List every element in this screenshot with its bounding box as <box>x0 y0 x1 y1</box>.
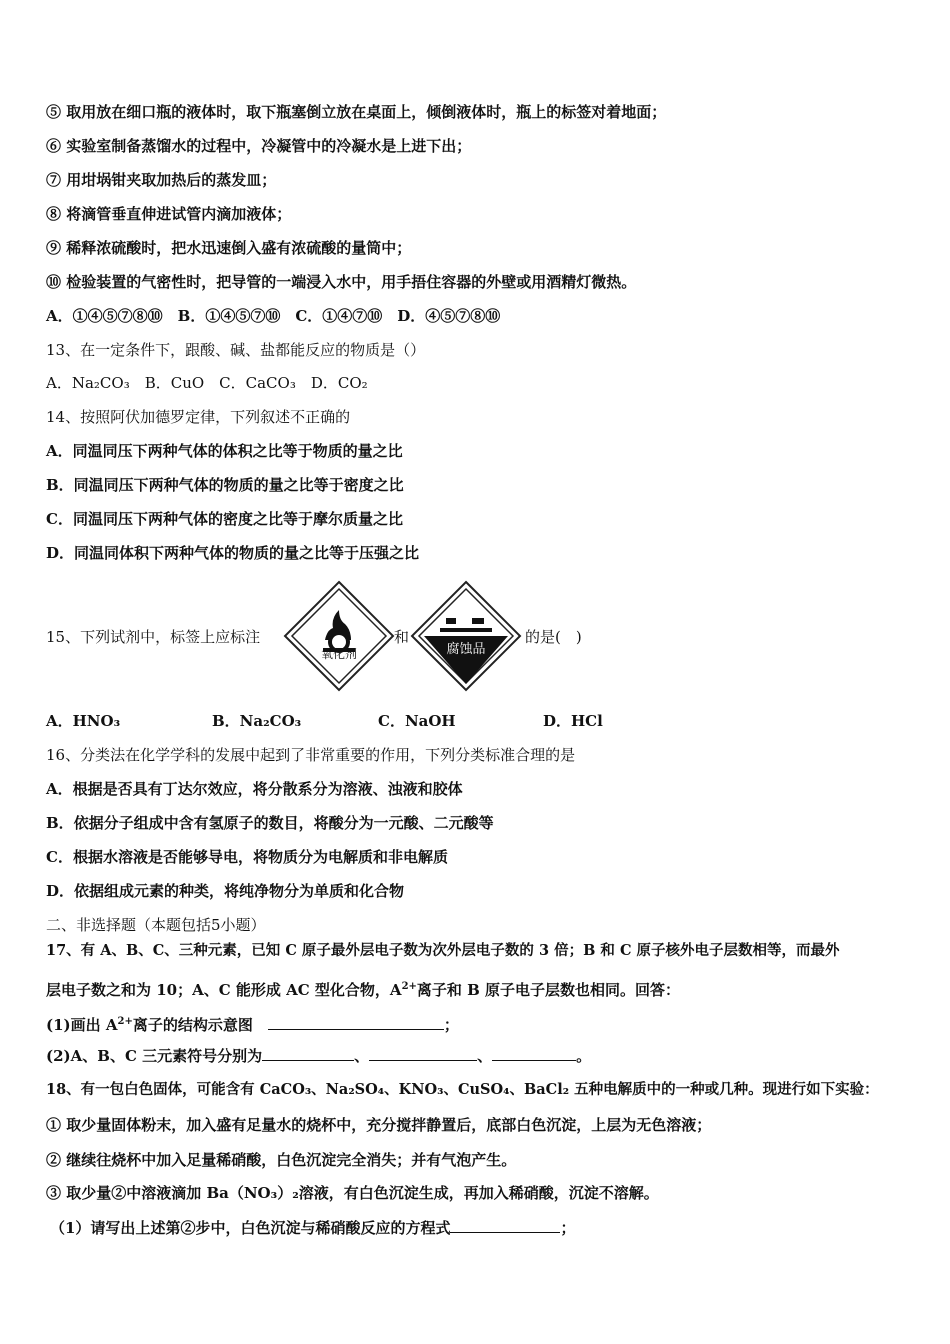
q15-option-c: C．NaOH <box>378 712 456 730</box>
q13-options: A．Na₂CO₃ B．CuO C．CaCO₃ D．CO₂ <box>46 374 368 392</box>
q14-stem: 14、按照阿伏加德罗定律，下列叙述不正确的 <box>46 408 351 426</box>
item-10: ⑩ 检验装置的气密性时，把导管的一端浸入水中，用手捂住容器的外壁或用酒精灯微热。 <box>46 273 637 291</box>
q13-stem: 13、在一定条件下，跟酸、碱、盐都能反应的物质是（） <box>46 341 426 359</box>
q17-sep: 、 <box>477 1047 493 1065</box>
q14-option-c: C．同温同压下两种气体的密度之比等于摩尔质量之比 <box>46 510 403 528</box>
q15-option-d: D．HCl <box>543 712 603 730</box>
corrosive-label: 腐蚀品 <box>446 642 486 657</box>
q17-part1-sup: 2+ <box>117 1016 133 1027</box>
q15-prefix: 15、下列试剂中，标签上应标注 <box>46 628 261 646</box>
q15-option-b: B．Na₂CO₃ <box>212 712 302 730</box>
q17-line1: 17、有 A、B、C、三种元素，已知 C 原子最外层电子数为次外层电子数的 3 倍；B 和 C 原子核外电子层数相等，而最外 <box>46 942 840 959</box>
q17-part1-a: (1)画出 A <box>46 1016 118 1034</box>
q18-part1-text: （1）请写出上述第②步中，白色沉淀与稀硝酸反应的方程式 <box>50 1219 451 1237</box>
oxidizer-sign-icon <box>283 580 395 692</box>
answer-blank[interactable] <box>450 1218 560 1233</box>
corrosive-sign-icon <box>410 580 522 692</box>
q15-option-a: A．HNO₃ <box>46 712 121 730</box>
q17-part1 <box>46 1012 459 1035</box>
q18-line1: 18、有一包白色固体，可能含有 CaCO₃、Na₂SO₄、KNO₃、CuSO₄、BaCl₂ 五种电解质中的一种或几种。现进行如下实验： <box>46 1081 879 1098</box>
q17-line2-a: 层电子数之和为 10；A、C 能形成 AC 型化合物，A <box>46 981 402 999</box>
item-9: ⑨ 稀释浓硫酸时，把水迅速倒入盛有浓硫酸的量筒中； <box>46 239 412 257</box>
answer-blank[interactable] <box>268 1015 444 1030</box>
answer-blank[interactable] <box>492 1046 576 1061</box>
q18-part1-end: ； <box>560 1219 576 1237</box>
q17-line2-sup: 2+ <box>401 981 417 992</box>
answer-blank[interactable] <box>262 1046 354 1061</box>
q12-options: A．①④⑤⑦⑧⑩ B．①④⑤⑦⑩ C．①④⑦⑩ D．④⑤⑦⑧⑩ <box>46 307 501 325</box>
q17-part2 <box>46 1046 591 1066</box>
q16-option-b: B．依据分子组成中含有氢原子的数目，将酸分为一元酸、二元酸等 <box>46 814 494 832</box>
item-7: ⑦ 用坩埚钳夹取加热后的蒸发皿； <box>46 171 277 189</box>
q14-option-b: B．同温同压下两种气体的物质的量之比等于密度之比 <box>46 476 404 494</box>
item-8: ⑧ 将滴管垂直伸进试管内滴加液体； <box>46 205 292 223</box>
q17-part2-a: (2)A、B、C 三元素符号分别为 <box>46 1047 263 1065</box>
q17-line2 <box>46 977 680 1000</box>
q15-and: 和 <box>394 628 410 646</box>
q18-step1: ① 取少量固体粉末，加入盛有足量水的烧杯中，充分搅拌静置后，底部白色沉淀，上层为无色溶液； <box>46 1116 712 1134</box>
item-5: ⑤ 取用放在细口瓶的液体时，取下瓶塞倒立放在桌面上，倾倒液体时，瓶上的标签对着地面； <box>46 103 667 121</box>
q15-suffix: 的是( ) <box>525 628 582 646</box>
oxidizer-label: 氧化剂 <box>320 647 357 661</box>
section-heading: 二、非选择题（本题包括5小题） <box>46 916 266 934</box>
q17-part1-b: 离子的结构示意图 <box>132 1016 268 1034</box>
q16-option-d: D．依据组成元素的种类，将纯净物分为单质和化合物 <box>46 882 405 900</box>
q14-option-a: A．同温同压下两种气体的体积之比等于物质的量之比 <box>46 442 403 460</box>
q17-part1-end: ； <box>443 1016 459 1034</box>
q18-step3: ③ 取少量②中溶液滴加 Ba（NO₃）₂溶液，有白色沉淀生成，再加入稀硝酸，沉淀不溶解。 <box>46 1184 659 1202</box>
q18-step2: ② 继续往烧杯中加入足量稀硝酸，白色沉淀完全消失；并有气泡产生。 <box>46 1151 517 1169</box>
q17-line2-b: 离子和 B 原子电子层数也相同。回答： <box>416 981 681 999</box>
q17-part2-end: 。 <box>576 1047 592 1065</box>
q16-option-a: A．根据是否具有丁达尔效应，将分散系分为溶液、浊液和胶体 <box>46 780 463 798</box>
q18-part1 <box>50 1218 575 1238</box>
answer-blank[interactable] <box>369 1046 477 1061</box>
q17-sep: 、 <box>354 1047 370 1065</box>
q16-option-c: C．根据水溶液是否能够导电，将物质分为电解质和非电解质 <box>46 848 448 866</box>
q14-option-d: D．同温同体积下两种气体的物质的量之比等于压强之比 <box>46 544 420 562</box>
item-6: ⑥ 实验室制备蒸馏水的过程中，冷凝管中的冷凝水是上进下出； <box>46 137 472 155</box>
q16-stem: 16、分类法在化学学科的发展中起到了非常重要的作用，下列分类标准合理的是 <box>46 746 576 764</box>
